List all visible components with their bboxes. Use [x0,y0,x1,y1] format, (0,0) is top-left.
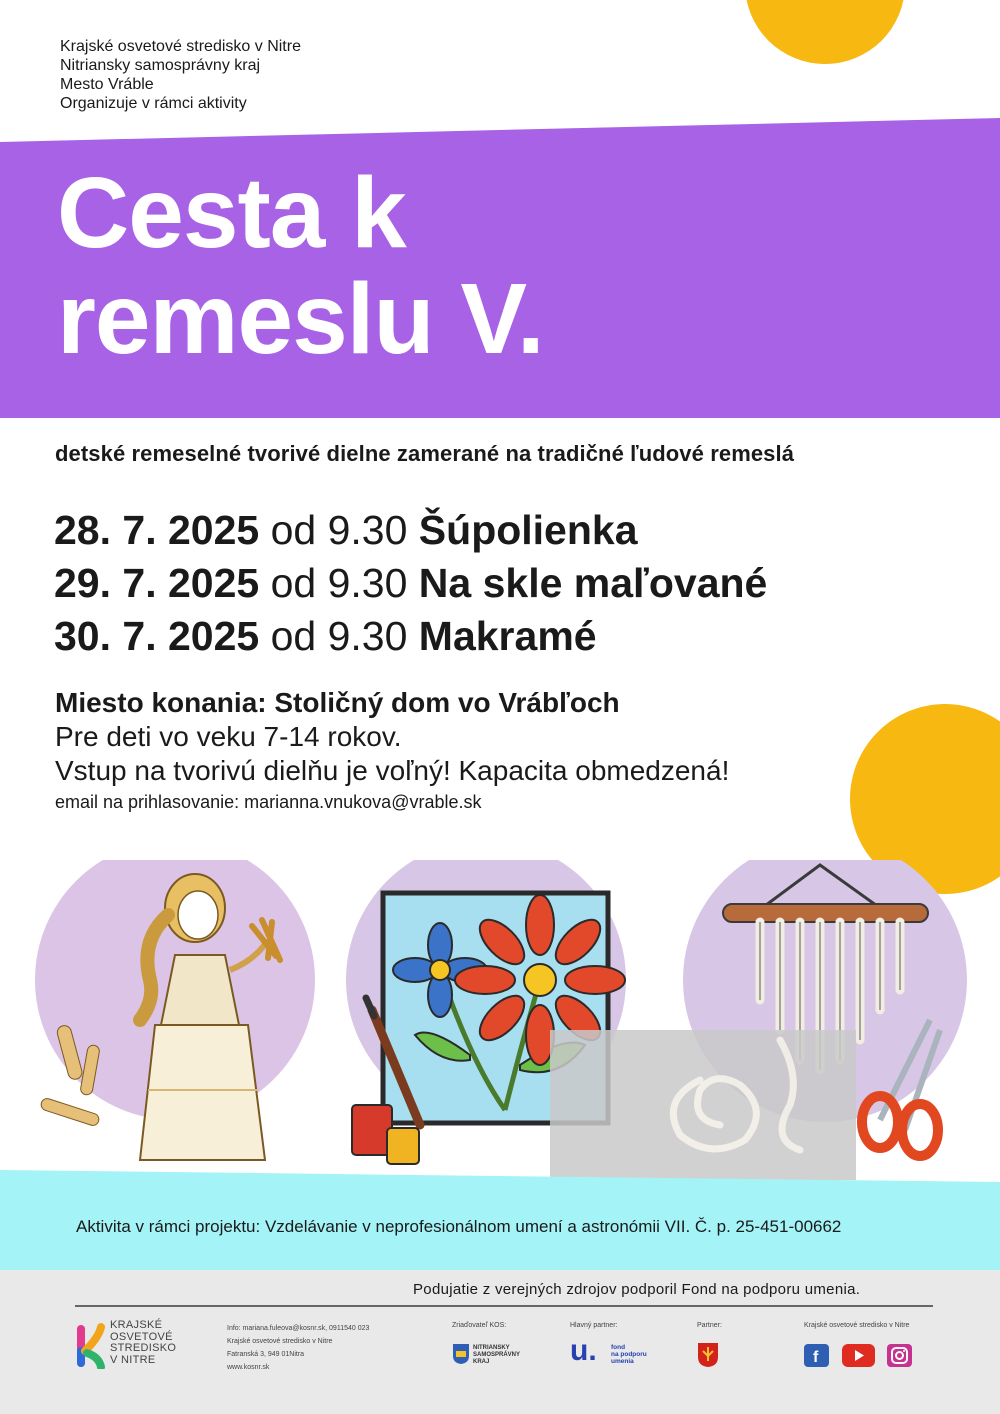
instagram-icon[interactable] [887,1344,912,1367]
image-placeholder [550,1030,856,1180]
facebook-icon[interactable] [804,1344,829,1367]
title-line-1: Cesta k [57,157,406,269]
project-text: Aktivita v rámci projektu: Vzdelávanie v neprofesionálnom umení a astronómii VII. Č. p. 25-451-00662 [76,1217,842,1236]
vrable-crest-icon [697,1342,719,1368]
contact-line: Krajské osvetové stredisko v Nitre [227,1338,333,1345]
fpu-logo-text [611,1344,647,1365]
schedule-workshop: Na skle maľované [418,560,768,606]
kos-logo-line: V NITRE [110,1353,156,1366]
schedule-row [54,557,767,610]
schedule-date: 30. 7. 2025 [54,613,260,659]
footer-contact [227,1322,369,1374]
founder-label: Zriaďovateľ KOS: [452,1322,507,1329]
schedule-workshop: Makramé [418,613,597,659]
youtube-icon[interactable] [842,1344,875,1367]
kos-logo-icon [75,1323,105,1369]
email-text[interactable]: email na prihlasovanie: marianna.vnukova@vrable.sk [55,792,482,812]
schedule [54,504,767,663]
organizer-line: Nitriansky samosprávny kraj [60,57,261,74]
event-info [55,686,729,814]
decorative-circle-top [745,0,905,64]
schedule-time: od 9.30 [270,507,408,553]
fpu-line: fond [611,1344,626,1351]
organizer-line: Krajské osvetové stredisko v Nitre [60,38,301,55]
subtitle: detské remeselné tvorivé dielne zamerané na tradičné ľudové remeslá [55,441,795,466]
main-partner-label: Hlavný partner: [570,1322,618,1329]
schedule-row [54,610,767,663]
schedule-date: 29. 7. 2025 [54,560,260,606]
footer-divider [75,1305,933,1307]
support-text: Podujatie z verejných zdrojov podporil Fond na podporu umenia. [413,1281,861,1298]
nsk-line: SAMOSPRÁVNY [473,1352,521,1358]
entry-text: Vstup na tvorivú dielňu je voľný! Kapacita obmedzená! [55,755,730,786]
schedule-time: od 9.30 [270,560,408,606]
organizer-line: Organizuje v rámci aktivity [60,95,247,112]
fpu-line: umenia [611,1358,634,1365]
schedule-row [54,504,767,557]
svg-text:f: f [813,1349,819,1366]
title-line-2: remeslu V. [57,263,544,375]
schedule-date: 28. 7. 2025 [54,507,260,553]
fpu-logo-icon: u. [570,1334,597,1367]
contact-line[interactable]: Info: mariana.fuleova@kosnr.sk, 0911540 023 [227,1325,370,1332]
venue-text: Miesto konania: Stoličný dom vo Vrábľoch [55,687,620,718]
kos-logo-line: KRAJSKÉ [110,1319,163,1331]
age-text: Pre deti vo veku 7-14 rokov. [55,721,402,752]
partner-label: Partner: [697,1322,722,1329]
schedule-time: od 9.30 [270,613,408,659]
website-link[interactable]: www.kosnr.sk [227,1364,270,1371]
organizer-line: Mesto Vráble [60,76,154,93]
corn-husk-doll-illustration [35,860,315,1160]
nsk-logo-text [473,1345,520,1366]
poster-title [57,157,544,375]
kos-logo-line: STREDISKO [110,1342,177,1354]
kos-logo-text [110,1320,176,1366]
kos-logo-line: OSVETOVÉ [110,1330,173,1343]
schedule-workshop: Šúpolienka [418,507,638,553]
nsk-line: KRAJ [473,1359,490,1365]
nsk-line: NITRIANSKY [473,1345,510,1351]
fpu-line: na podporu [611,1351,647,1358]
organizers-block [60,37,301,113]
contact-line: Fatranská 3, 949 01Nitra [227,1351,305,1358]
craft-illustrations [0,860,1000,1180]
nsk-crest-icon [452,1343,470,1365]
social-label: Krajské osvetové stredisko v Nitre [804,1322,910,1329]
